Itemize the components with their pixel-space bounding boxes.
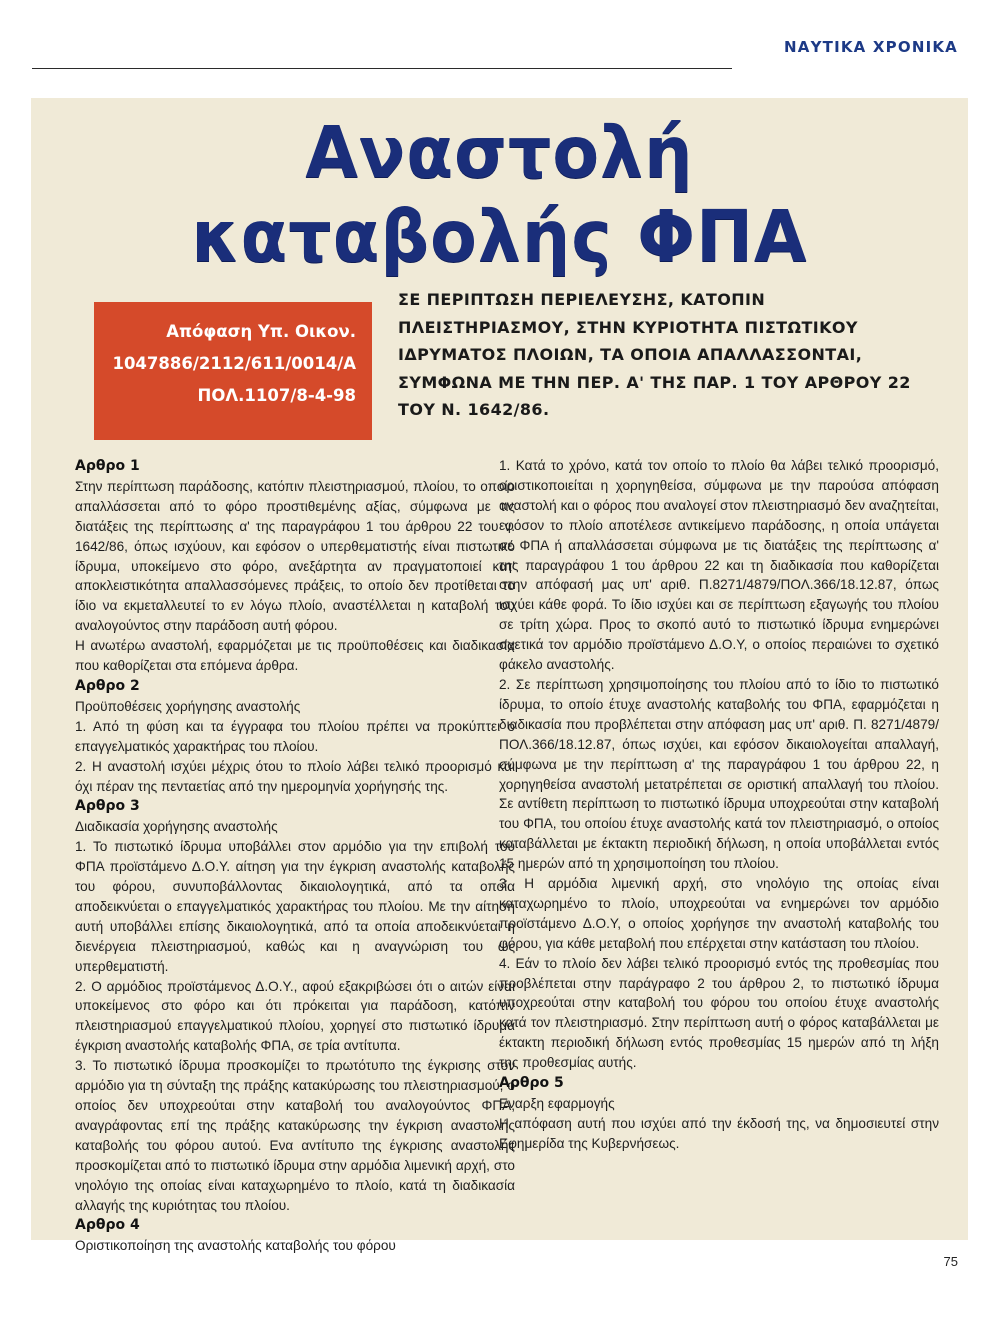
article-panel [31, 98, 968, 1254]
article-4-paragraph-2: 2. Σε περίπτωση χρησιμοποίησης του πλοίου από το ίδιο το πιστωτικό ίδρυμα, το οποίο έτυχε αναστολής καταβολής του ΦΠΑ, εφαρμόζεται η διαδικασία που προβλέπεται στην απόφαση μας υπ' αριθ. Π. 8271/4879/ΠΟΛ.366/18.12.87, όπως ισχύει, και εφόσον δικαιολογείται απαλλαγή, σύμφωνα με την περίπτωση α' της παραγράφου 1 του άρθρου 22, η χορηγηθείσα αναστολή μετατρέπεται σε οριστική απαλλαγή του πλοίου. Σε αντίθετη περίπτωση το πιστωτικό ίδρυμα υποχρεούται στην καταβολή του ΦΠΑ, του οποίου έτυχε αναστολής κατά τον πλειστηριασμό, ο οποίος καταβάλλεται με έκτακτη περιοδική δήλωση, η οποία υποβάλλεται εντός 15 ημερών από τη χρησιμοποίηση του πλοίου. [499, 676, 939, 872]
decision-line-2: 1047886/2112/611/0014/Α [112, 354, 356, 373]
article-2-paragraph-1: 1. Από τη φύση και τα έγγραφα του πλοίου πρέπει να προκύπτει ο επαγγελματικός χαρακτήρας του πλοίου. [75, 718, 515, 754]
headline-line-1: Αναστολή [305, 112, 694, 195]
article-2-paragraph-2: 2. Η αναστολή ισχύει μέχρις ότου το πλοίο λάβει τελικό προορισμό και όχι πέραν της πενταετίας από την ημερομηνία χορήγησής της. [75, 758, 515, 794]
header-rule [32, 68, 732, 69]
article-headline [31, 112, 968, 280]
article-3-paragraph-1: 1. Το πιστωτικό ίδρυμα υποβάλλει στον αρμόδιο για την επιβολή του ΦΠΑ προϊστάμενο Δ.Ο.Υ. αίτηση για την έγκριση αναστολής καταβολής του φόρου, συνυποβάλλοντας δικαιολογητικά, από τα οποία αποδεικνύεται ο επαγγελματικός χαρακτήρας του πλοίου. Με την αίτηση αυτή υποβάλλει επίσης δικαιολογητικά, από τα οποία αποδεικνύεται η διενέργεια πλειστηριασμού, καθώς και η αναγνώριση του ως υπερθεματιστή. [75, 839, 515, 974]
decision-line-1: Απόφαση Υπ. Οικον. [166, 322, 356, 341]
headline-line-2: καταβολής ΦΠΑ [191, 196, 808, 279]
article-4-paragraph-4: 4. Εάν το πλοίο δεν λάβει τελικό προορισμό εντός της προθεσμίας που προβλέπεται στην παράγραφο 2 του άρθρου 2, το πιστωτικό ίδρυμα υποχρεούται στην καταβολή του φόρου του οποίου έτυχε αναστολής κατά τον πλειστηριασμό. Στην περίπτωση αυτή ο φόρος καταβάλλεται με έκτακτη περιοδική δήλωση εντός προθεσμίας 15 ημερών από τη λήξη της προθεσμίας αυτής. [499, 955, 939, 1071]
running-head: ΝΑΥΤΙΚΑ ΧΡΟΝΙΚΑ [784, 38, 958, 56]
article-2-title: Προϋποθέσεις χορήγησης αναστολής [75, 698, 301, 714]
article-3-title: Διαδικασία χορήγησης αναστολής [75, 819, 278, 835]
article-5-paragraph-1: Η απόφαση αυτή που ισχύει από την έκδοσή της, να δημοσιευτεί στην Εφημερίδα της Κυβερνήσεως. [499, 1115, 939, 1151]
article-1-paragraph-2: Η ανωτέρω αναστολή, εφαρμόζεται με τις προϋποθέσεις και διαδικασία που καθορίζεται στα επόμενα άρθρα. [75, 638, 515, 674]
page-number: 75 [943, 1254, 958, 1269]
article-3-paragraph-3: 3. Το πιστωτικό ίδρυμα προσκομίζει το πρωτότυπο της έγκρισης στον αρμόδιο για τη σύνταξη της πράξης κατακύρωσης του πλειστηριασμού, ο οποίος δεν υποχρεούται στην καταβολή του αναλογούντος ΦΠΑ, αναγράφοντας επί της πράξης κατακύρωσης την έγκριση αναστολής καταβολής του φόρου αυτού. Ενα αντίτυπο της έγκρισης αναστολής προσκομίζεται από το πιστωτικό ίδρυμα στην αρμόδια λιμενική αρχή, στο νηολόγιο της οποίας είναι καταχωρημένο το πλοίο, κατά τη διαδικασία αλλαγής της κυριότητας του πλοίου. [75, 1058, 515, 1213]
article-4-heading: Αρθρο 4 [75, 1217, 140, 1234]
article-3-paragraph-2: 2. Ο αρμόδιος προϊστάμενος Δ.Ο.Υ., αφού εξακριβώσει ότι ο αιτών είναι υποκείμενος στο φόρο και ότι πρόκειται για παράδοση, κατόπιν πλειστηριασμού επαγγελματικού πλοίου, χορηγεί στο πιστωτικό ίδρυμα έγκριση αναστολής καταβολής ΦΠΑ, σε τρία αντίτυπα. [75, 978, 515, 1054]
decision-reference-box [94, 302, 372, 440]
article-subtitle: ΣΕ ΠΕΡΙΠΤΩΣΗ ΠΕΡΙΕΛΕΥΣΗΣ, ΚΑΤΟΠΙΝ ΠΛΕΙΣΤΗΡΙΑΣΜΟΥ, ΣΤΗΝ ΚΥΡΙΟΤΗΤΑ ΠΙΣΤΩΤΙΚΟΥ ΙΔΡΥΜΑΤΟΣ ΠΛΟΙΩΝ, ΤΑ ΟΠΟΙΑ ΑΠΑΛΛΑΣΣΟΝΤΑΙ, ΣΥΜΦΩΝΑ ΜΕ ΤΗΝ ΠΕΡ. Α' ΤΗΣ ΠΑΡ. 1 ΤΟΥ ΑΡΘΡΟΥ 22 ΤΟΥ Ν. 1642/86. [398, 290, 911, 419]
left-column [75, 456, 515, 1256]
article-4-paragraph-1: 1. Κατά το χρόνο, κατά τον οποίο το πλοίο θα λάβει τελικό προορισμό, οριστικοποιείται η χορηγηθείσα, σύμφωνα με την παρούσα απόφαση αναστολή και ο φόρος που αναλογεί στον πλειστηριασμό δεν αναζητείται, εφόσον το πλοίο αποτέλεσε αντικείμενο παράδοσης, η οποία υπάγεται σε ΦΠΑ ή απαλλάσσεται σύμφωνα με τις διατάξεις της περίπτωσης α' της παραγράφου 1 του άρθρου 22 και τη διαδικασία που καθορίζεται στην απόφασή μας υπ' αριθ. Π.8271/4879/ΠΟΛ.366/18.12.87, όπως ισχύει κάθε φορά. Το ίδιο ισχύει και σε περίπτωση εξαγωγής του πλοίου σε τρίτη χώρα. Προς το σκοπό αυτό το πιστωτικό ίδρυμα ενημερώνει σχετικά τον αρμόδιο προϊστάμενο Δ.Ο.Υ, ο οποίος περαιώνει το σχετικό φάκελο αναστολής. [499, 458, 939, 673]
decision-line-3: ΠΟΛ.1107/8-4-98 [197, 386, 356, 405]
article-5-heading: Αρθρο 5 [499, 1075, 564, 1092]
article-3-heading: Αρθρο 3 [75, 798, 140, 815]
article-4-title: Οριστικοποίηση της αναστολής καταβολής του φόρου [75, 1238, 396, 1254]
article-1-heading: Αρθρο 1 [75, 458, 140, 474]
article-5-title: Εναρξη εφαρμογής [499, 1096, 615, 1111]
article-4-paragraph-3: 3. Η αρμόδια λιμενική αρχή, στο νηολόγιο της οποίας είναι καταχωρημένο το πλοίο, υποχρεούται να ενημερώνει τον αρμόδιο προϊστάμενο Δ.Ο.Υ, ο οποίος χορήγησε την αναστολή καταβολής του φόρου, για κάθε μεταβολή που επέρχεται στην κατάσταση του πλοίου. [499, 876, 939, 951]
article-1-paragraph-1: Στην περίπτωση παράδοσης, κατόπιν πλειστηριασμού, πλοίου, το οποίο απαλλάσσεται από το φόρο προστιθεμένης αξίας, σύμφωνα με τις διατάξεις της περίπτωσης α' της παραγράφου 1 του άρθρου 22 του ν. 1642/86, όπως ισχύουν, και εφόσον ο υπερθεματιστής είναι πιστωτικό ίδρυμα, υποκείμενο στο φόρο, ανεξάρτητα αν πραγματοποιεί κατ' αποκλειστικότητα απαλλασσόμενες πράξεις, το οποίο δεν προτίθεται το ίδιο να εκμεταλλευτεί το εν λόγω πλοίο, αναστέλλεται η καταβολή του αναλογούντος στην παράδοση αυτή φόρου. [75, 478, 515, 634]
right-column [499, 456, 939, 1154]
article-2-heading: Αρθρο 2 [75, 677, 140, 694]
